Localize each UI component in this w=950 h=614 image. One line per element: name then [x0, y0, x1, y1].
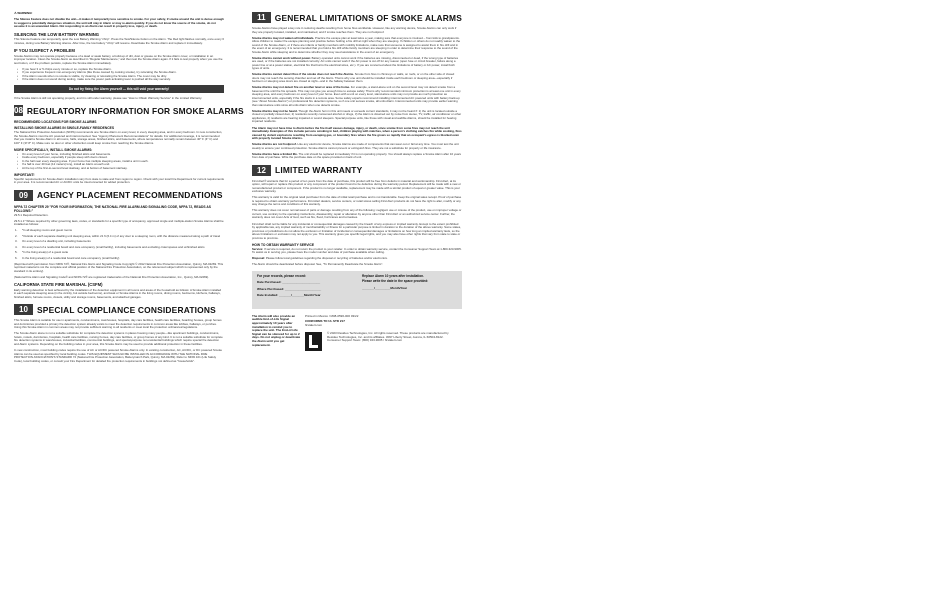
section-number: 10 [14, 304, 33, 315]
section-11-header [252, 12, 462, 23]
s11-item: Smoke Alarms cannot work without power. Battery operated units cannot work if the batteries are missing, disconnected or dead, if the wrong type of batteries are used, or if the batteries are not installed correctly. AC units cannot work if the AC power is cut off for any reason (open fuse or circuit breaker, failure along a power line or at a power station, electrical fire that burns the electrical wires, etc.). If you are concerned about the limitations of battery or AC power, install both types of units. [252, 55, 459, 71]
s12-para-3: This warranty does not cover normal wear of parts or damage resulting from any of the following: negligent use or misuse of the product, use on improper voltage or current, use contrary to the operating instructions, disassembly, repair or alteration by anyone other than First Alert or an authorized service center. Further, the warranty does not cover Acts of God, such as fire, flood, hurricanes and tornadoes. [252, 208, 462, 220]
copyright-block [327, 332, 458, 344]
replace-instruction: Please write the date in the space provided: [361, 279, 429, 284]
section-title: REGULATORY INFORMATION FOR SMOKE ALARMS [26, 105, 244, 116]
section-number: 09 [14, 190, 33, 201]
where-purchased-field[interactable]: Where Purchased: _____________________ [257, 286, 322, 291]
s11-item: Smoke Alarms may not waken all individuals. Practice the escape plan at least twice a year, making sure that everyone is involved – from kids to grandparents. Allow children to master fire escape planning and practice before holding a fire drill at night when they are sleeping. If children or others do not readily waken to the sound of the Smoke Alarm, or if there are infants or family members with mobility limitations, make sure that someone is assigned to assist them in fire drill and in the event of an emergency. It is recommended that you hold a fire drill while family members are sleeping in order to determine their response to the sound of the Smoke Alarm while sleeping and to determine whether they may need assistance in the event of an emergency. [252, 35, 461, 54]
end-of-life-text: The Alarm will also provide an audible End-of-Life Signal approximately 10 years after installation to remind you to replace the unit. The End-of-Life Signal can be silenced for up to 2 days. Do not unplug or deactivate the Alarm until you get replacement. [252, 313, 301, 347]
s12-para-2: This warranty is valid for the original retail purchaser from the date of initial retail purchase and is not transferable. Keep the original sales receipt. Proof of purchase is required to obtain warranty performance. First Alert dealers, service centers, or retail stores selling First Alert products do not have the right to alter, modify or any way change the terms and conditions of this warranty. [252, 195, 462, 207]
s10-para-1: This Smoke Alarm is suitable for use in apartments, condominiums, townhouses, hospitals, day care facilities, health care facilities, boarding houses, group homes and dormitories provided a primary fire detection system already exists to meet fire detection requirements in common areas like lobbies, hallways, or porches. Using this Smoke Alarm in common areas may not provide sufficient warning to all residents or meet local fire protection ordinances/regulations. [14, 318, 222, 330]
print-info [303, 315, 458, 351]
s08-subheading-2: INSTALLING SMOKE ALARMS IN SINGLE-FAMILY RESIDENCES [14, 126, 115, 131]
problem-list [14, 68, 224, 82]
section-title: LIMITED WARRANTY [275, 165, 363, 176]
s08-important-body: Specific requirements for Smoke Alarm installation vary from state to state and from region to region. Check with your local Fire Department for current requirements in your area. It is recommended AC or AC/DC units be interconnected for added protection. [14, 176, 224, 185]
s11-item: Smoke Alarms may not detect fire on another level or area of the home. For example, a stand-alone unit on the second level may not detect smoke from a basement fire until the fire spreads. This may not give you enough time to escape safely. That is why recommended minimum protection is at least one unit in every sleeping area, and every bedroom on every level of your home. Even with a unit on every level, stand-alone units may not provide as much protection as interconnected units, especially if the fire starts in a remote area. Some safety experts recommend installing interconnected AC powered units with battery back-up (see "About Smoke Alarms") or professional fire detection systems, so if one unit senses smoke, all units Alarm. Interconnected units may provide earlier warning than stand-alone units since all units Alarm when one detects smoke. [252, 85, 461, 107]
section-08-header [14, 105, 244, 116]
section-number: 12 [252, 165, 271, 176]
warning-title: ⚠ WARNING! [14, 11, 33, 15]
s12-disposal: Disposal: Please follow local guidelines regarding the disposal or recycling of batteries and/or electronics. [252, 256, 388, 261]
s08-subheading-1: RECOMMENDED LOCATIONS FOR SMOKE ALARMS [14, 120, 97, 125]
silencing-body: This Silence Feature can temporarily quiet the Low Battery Warning "chirp". Press the Test/Silence button on the Alarm. The Red light flashes normally, once every 6 minutes, during Low Battery Warning silence. After time, the low battery "chirp" will resume. Deactivate the Smoke Alarm and replace it immediately. [14, 37, 225, 45]
printed-text: Printed in Mexico / M08-0596-000 03/22 [305, 313, 359, 318]
s09-reprint-note: (Reprinted with permission from NFPA 72®, National Fire Alarm and Signaling Code Copyright © 2012 National Fire Protection Association, Quincy, MA 02269. This reprinted material is not the complete and official position of the National Fire Protection Association, on the referenced subject which is represented only by the standard in its entirety). [14, 261, 224, 273]
list-item: 3. On every level of a dwelling unit, including basements [15, 239, 91, 244]
copyright-text: © 2023 Resideo Technologies, Inc. All rights reserved. These products are manufactured by Resideo Technologies, Inc. and its affiliates. 3097 Liberty Street, Aurora, IL 60504-8122. Consumer Support Team: (800) 323-9005 / firstalert.com [327, 330, 449, 343]
list-item: • At the top of the first-to-second level stairway, and at bottom of basement stairway. [14, 167, 224, 171]
logo-row [305, 332, 458, 351]
list-item: • On every level of your home, including finished attics and basements. [14, 153, 224, 157]
section-number: 08 [14, 106, 23, 116]
s10-para-3: In new construction, most building codes require the use of AC or AC/DC powered Smoke Alarms only. In existing construction, AC, AC/DC, or DC powered Smoke Alarms can be used as specified by local building codes. THIS EQUIPMENT SHOULD BE INSTALLED IN ACCORDANCE WITH THE NATIONAL FIRE PROTECTION ASSOCIATION'S STANDARD 72 (National Fire Protection Association, Batterymarch Park, Quincy, MA 02269). Refer to NFPA 101 (Life Safety Code), local building codes, or consult your Fire Department for detailed fire protection requirements in buildings not defined as "households". [14, 348, 223, 363]
s08-important-heading: IMPORTANT! [14, 172, 35, 177]
section-title: GENERAL LIMITATIONS OF SMOKE ALARMS [274, 12, 462, 23]
silencing-heading: SILENCING THE LOW BATTERY WARNING [14, 31, 100, 37]
date-installed-field[interactable]: Date Installed: _______/_______Month/Year [257, 293, 321, 298]
date-purchased-field[interactable]: Date Purchased: ______________________ [257, 280, 321, 285]
s11-item: The Alarm may not have time to Alarm before the fire itself causes damage, injury, or death, since smoke from some fires may not reach the unit immediately. Examples of this include persons smoking in bed, children playing with matches, when a person's clothing catches fire while cooking, fires caused by violent explosions resulting from escaping gas, or boundary fires where the fire grows so rapidly that an occupant's egress is blocked even with properly located Smoke Alarms. [252, 125, 462, 141]
record-form [252, 271, 462, 309]
list-item: • In the hall near every sleeping area. If your home has multiple sleeping areas, install a unit in each. [14, 160, 224, 164]
s12-deactivate: The Alarm should be deactivated before disposal. See, "To Permanently Deactivate the Smoke Alarm". [252, 262, 384, 267]
s11-intro: Smoke Alarms have played a key role in reducing deaths resulting from home fires worldwide. However, like any warning device, Smoke Alarms can only work if they are properly located, installed, and maintained, and if smoke reaches them. They are not foolproof. [252, 26, 457, 34]
after-banner-text: If the Smoke Alarm is still not operating properly, and it is still under warranty, please see "How to Obtain Warranty Service" in the Limited Warranty. [14, 95, 203, 100]
list-item: • If the Alarm does not sound during testing, make sure the power pack activating lever is pushed all the way securely. [14, 78, 224, 82]
conforms-text: CONFORMS TO UL STD 217 [305, 318, 345, 323]
section-10-header [14, 304, 224, 315]
s08-more-heading: MORE SPECIFICALLY, INSTALL SMOKE ALARMS: [14, 147, 93, 152]
warning-body: The Silence Feature does not disable the unit—it makes it temporarily less sensitive to smoke. For your safety, if smoke around the unit is dense enough to suggest a potentially dangerous situation, the unit will stay in Alarm or may re-alarm quickly. If you do not know the source of the smoke, do not assume it is an unwanted Alarm. Not responding to an Alarm can result in property loss, injury, or death. [14, 17, 224, 29]
brand-logo-icon [305, 332, 322, 351]
section-09-header [14, 190, 224, 201]
end-of-life-note [252, 315, 303, 351]
s09-para-1: 29.5.1 Required Detection. [14, 212, 49, 217]
right-column [252, 12, 462, 351]
section-title: SPECIAL COMPLIANCE CONSIDERATIONS [37, 304, 216, 315]
s09-para-2: 29.5.1.1* Where required by other governing laws, codes, or standards for a specific type of occupancy, approved single and multiple-station Smoke Alarms shall be installed as follows: [14, 218, 224, 227]
s12-para-4: First Alert shall not be liable for any incidental or consequential damages caused by the breach of any express or implied warranty. Except to the extent prohibited by applicable law, any implied warranty of merchantability or fitness for a particular purpose is limited in duration to the duration of the above warranty. Some states, provinces or jurisdictions do not allow the exclusion or limitation of incidental or consequential damages or limitations on how long an implied warranty lasts, so the above limitations or exclusion may not apply to you. This warranty gives you specific legal rights, and you may also have other rights that vary from state to state or province to province. [252, 221, 461, 240]
s09-california-heading: CALIFORNIA STATE FIRE MARSHAL (CSFM) [14, 282, 103, 288]
s11-item: Smoke Alarms are not foolproof. Like any electronic device, Smoke Alarms are made of components that can wear out or fail at any time. You must test the unit weekly to ensure your continued protection. Smoke Alarms cannot prevent or extinguish fires. They are not a substitute for property or life insurance. [252, 142, 459, 150]
s11-item: Smoke Alarms have a limited life. The unit should be replaced immediately if it is not operating properly. You should always replace a Smoke Alarm after 10 years from date of purchase. Write the purchase date on the space provided on back of unit. [252, 151, 461, 160]
s10-para-2: The Smoke Alarm alone is not a suitable substitute for complete fire detection systems in places housing many people—like apartment buildings, condominiums, hotels, motels, dormitories, hospitals, health care facilities, nursing homes, day care facilities, or group homes of any kind. It is not a suitable substitute for complete fire detection systems in warehouses, industrial facilities, commercial buildings, and special-purpose non-residential buildings which require special fire detection and Alarm systems. Depending on the building codes in your area, this Smoke Alarm may be used to provide additional protection in these facilities. [14, 331, 223, 346]
record-form-right [362, 274, 457, 306]
section-number: 11 [252, 12, 271, 23]
section-title: AGENCY PLACEMENT RECOMMENDATIONS [37, 190, 223, 201]
s11-item: Smoke Alarms may not be heard. Though the Alarm horn in this unit meets or exceeds current standards, it may not be heard if: 1) the unit is located outside a closed or partially closed door, 2) residents recently consumed alcohol or drugs, 3) the Alarm is drowned out by noise from stereo, TV, traffic, air conditioner or other appliances, 4) residents are hearing impaired or sound sleepers. Special purpose units, like those with visual and audible Alarms, should be installed for hearing impaired residents. [252, 108, 462, 124]
bottom-info [252, 315, 462, 351]
problem-body: Smoke Alarms may not operate properly because of a dead or weak battery, a build-up of dirt, dust or grease on the Smoke Alarm cover, or installation in an improper location. Clean the Smoke Alarm as described in "Regular Maintenance," and then test the Smoke Alarm again. If it fails to test properly when you use the test button, or if the problem persists, replace the Smoke Alarm immediately. [14, 53, 223, 65]
s12-service: Service: If service is required, do not return the product to your retailer. In order to obtain warranty service, contact the Consumer Support Team at 1-800-323-9005. To assist us in serving you, please have the model number and date of purchase available when calling. [252, 246, 462, 255]
list-item: 1. *In all sleeping rooms and guest rooms [15, 228, 72, 233]
list-item: • If you hear 3 or 5 chirps every minute or so, replace the Smoke Alarm. [14, 68, 224, 72]
record-form-left [257, 274, 362, 306]
list-item: • If you experience frequent non-emergency Alarms (like those caused by cooking smoke), try relocating the Smoke Alarm. [14, 71, 224, 75]
problem-heading: IF YOU SUSPECT A PROBLEM [14, 48, 75, 54]
list-item: 4. On every level of a residential board and care occupancy (small facility), including basements and excluding crawl spaces and unfinished attics [15, 244, 205, 249]
s09-trademark-note: (National Fire Alarm and Signaling Code® and NFPA 72® are registered trademarks of the National Fire Protection Association, Inc., Quincy, MA 02269). [14, 274, 210, 279]
s09-california-body: Early warning detection is best achieved by the installation of fire detection equipment in all rooms and areas of the household as follows: A Smoke Alarm installed in each separate sleeping area (in the vicinity, but outside bedrooms), and Heat or Smoke Alarms in the living rooms, dining rooms, bedrooms, kitchens, hallways, finished attics, furnace rooms, closets, utility and storage rooms, basements, and attached garages. [14, 287, 222, 299]
list-item: 6. In the living area(s) of a residential board and care occupancy (small facility) [15, 255, 120, 260]
left-column [14, 11, 244, 366]
warranty-warning-banner: Do not try fixing the Alarm yourself — this will void your warranty! [14, 85, 224, 93]
s08-body: The National Fire Protection Association (NFPA) recommends one Smoke Alarm on every level, in every sleeping area, and in every bedroom. In new construction, the Smoke Alarms must be AC powered and interconnected. See "Agency Placement Recommendations" for details. For additional coverage, it is recommended that you install a Smoke Alarm in all rooms, halls, storage areas, finished attics, and basements, where temperatures normally remain between 40° F (4° C) and 100° F (37.8° C). Make sure no door or other obstruction could keep smoke from reaching the Smoke Alarms. [14, 130, 223, 145]
s11-item: Smoke Alarms cannot detect fires if the smoke does not reach the Alarms. Smoke from fires in chimneys or walls, on roofs, or on the other side of closed doors may not reach the sensing chamber and set off the Alarm. That is why one unit should be installed inside each bedroom or sleeping area—especially if bedroom or sleeping area doors are closed at night—and in the hallway between them. [252, 72, 455, 84]
replace-heading: Replace Alarm 10 years after installation. [361, 273, 425, 278]
s12-how-heading: HOW TO OBTAIN WARRANTY SERVICE [252, 242, 315, 247]
record-form-heading: For your records, please record: [257, 273, 307, 278]
list-item: • If the Alarm sounds when no smoke is visible, try cleaning or relocating the Smoke Alarm. The cover may be dirty. [14, 75, 224, 79]
s09-subheading: NFPA 72 CHAPTER 29 "FOR YOUR INFORMATION, THE NATIONAL FIRE ALARM AND SIGNALING CODE, NFPA 72, READS AS FOLLOWS:" [14, 204, 211, 213]
replace-date-field[interactable]: _______/_________Month/Year [361, 285, 408, 290]
list-item: 5. *In the living area(s) of a guest suite [15, 250, 69, 255]
s08-list [14, 153, 224, 171]
list-item: 2. *Outside of each separate dwelling unit sleeping area, within 21 ft (6.4 m) of any door to a sleeping room, with the distance measured along a path of travel [15, 233, 221, 238]
s12-para-1: First Alert® warrants that for a period of ten years from the date of purchase, this product will be free from defects in material and workmanship. First Alert, at its option, will repair or replace this product or any component of the product found to be defective during the warranty period. Replacement will be made with a new or remanufactured product or component. If the product is no longer available, replacement may be made with a similar product of equal or greater value. This is your exclusive warranty. [252, 178, 461, 194]
list-item: • If a hall is over 40 feet (12 meters) long, install an Alarm at each end. [14, 163, 224, 167]
list-item: • Inside every bedroom, especially if people sleep with doors closed. [14, 156, 224, 160]
section-12-header [252, 165, 462, 176]
s09-list [14, 229, 224, 260]
website-text: firstalert.com [305, 323, 323, 328]
